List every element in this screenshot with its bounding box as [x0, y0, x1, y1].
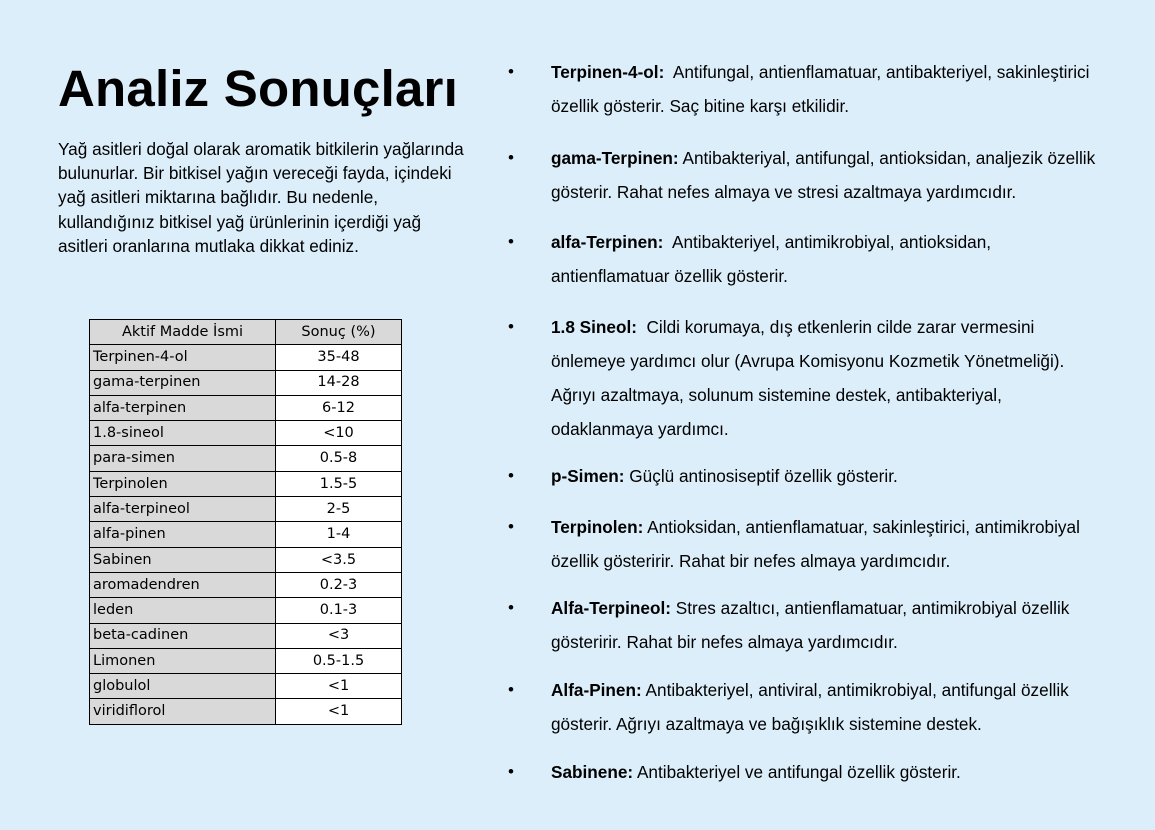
- bullet-icon: •: [508, 466, 514, 485]
- substance-name-cell: gama-terpinen: [90, 370, 276, 395]
- substance-name-cell: aromadendren: [90, 572, 276, 597]
- effect-description: Antibakteriyel, antimikrobiyal, antioksidan, antienflamatuar özellik gösterir.: [551, 232, 996, 286]
- left-column: [58, 58, 478, 258]
- result-value-cell: 0.5-8: [276, 446, 402, 471]
- result-value-cell: 1-4: [276, 522, 402, 547]
- effect-description: Antibakteriyal, antifungal, antioksidan, analjezik özellik gösterir. Rahat nefes almaya ve stresi azaltmaya yardımcıdır.: [551, 148, 1100, 202]
- bullet-icon: •: [508, 762, 514, 781]
- substance-name-cell: Sabinen: [90, 547, 276, 572]
- effect-list-item: [508, 225, 1108, 293]
- bullet-icon: •: [508, 598, 514, 617]
- substance-name-cell: leden: [90, 598, 276, 623]
- effect-description: Antioksidan, antienflamatuar, sakinleştirici, antimikrobiyal özellik gösteririr. Rahat bir nefes almaya yardımcıdır.: [551, 517, 1085, 571]
- table-row: [90, 674, 402, 699]
- substance-name-cell: 1.8-sineol: [90, 421, 276, 446]
- result-value-cell: <1: [276, 674, 402, 699]
- effect-term: p-Simen:: [551, 466, 625, 486]
- effect-list-item: [508, 310, 1108, 446]
- result-value-cell: 2-5: [276, 497, 402, 522]
- table-row: [90, 446, 402, 471]
- result-value-cell: 1.5-5: [276, 471, 402, 496]
- analysis-results-table: [89, 319, 402, 725]
- substance-name-cell: globulol: [90, 674, 276, 699]
- table-row: [90, 497, 402, 522]
- bullet-icon: •: [508, 680, 514, 699]
- table-row: [90, 572, 402, 597]
- substance-name-cell: Terpinolen: [90, 471, 276, 496]
- bullet-icon: •: [508, 148, 514, 167]
- substance-name-cell: alfa-terpineol: [90, 497, 276, 522]
- effect-term: Terpinen-4-ol:: [551, 62, 665, 82]
- result-value-cell: 0.1-3: [276, 598, 402, 623]
- effect-term: Terpinolen:: [551, 517, 644, 537]
- substance-name-cell: alfa-pinen: [90, 522, 276, 547]
- effect-list-item: [508, 510, 1108, 578]
- result-value-cell: <3: [276, 623, 402, 648]
- result-value-cell: 35-48: [276, 345, 402, 370]
- bullet-icon: •: [508, 232, 514, 251]
- effect-term: Alfa-Terpineol:: [551, 598, 671, 618]
- substance-name-cell: alfa-terpinen: [90, 395, 276, 420]
- effect-list-item: [508, 141, 1108, 209]
- page-title: Analiz Sonuçları: [58, 60, 458, 117]
- effect-term: 1.8 Sineol:: [551, 317, 637, 337]
- effect-description: Güçlü antinosiseptif özellik gösterir.: [624, 466, 898, 486]
- result-value-cell: 0.5-1.5: [276, 648, 402, 673]
- effect-description: Stres azaltıcı, antienflamatuar, antimikrobiyal özellik gösteririr. Rahat bir nefes almaya yardımcıdır.: [551, 598, 1075, 652]
- effect-description: Cildi korumaya, dış etkenlerin cilde zarar vermesini önlemeye yardımcı olur (Avrupa Komisyonu Kozmetik Yönetmeliği). Ağrıyı azaltmaya, solunum sistemine destek, antibakteriyal, odaklanmaya yardımcı.: [551, 317, 1069, 439]
- table-row: [90, 395, 402, 420]
- effect-term: Sabinene:: [551, 762, 634, 782]
- effect-list-item: [508, 591, 1108, 659]
- table-row: [90, 623, 402, 648]
- effect-list-item: [508, 755, 1108, 789]
- table-row: [90, 699, 402, 724]
- result-value-cell: 14-28: [276, 370, 402, 395]
- effect-term: alfa-Terpinen:: [551, 232, 664, 252]
- effect-description: Antibakteriyel, antiviral, antimikrobiyal, antifungal özellik gösterir. Ağrıyı azaltmaya ve bağışıklık sistemine destek.: [551, 680, 1074, 734]
- result-value-cell: <10: [276, 421, 402, 446]
- table-body: [90, 345, 402, 724]
- effect-term: gama-Terpinen:: [551, 148, 679, 168]
- bullet-icon: •: [508, 317, 514, 336]
- effect-list-item: [508, 459, 1108, 493]
- result-value-cell: 0.2-3: [276, 572, 402, 597]
- substance-name-cell: Terpinen-4-ol: [90, 345, 276, 370]
- substance-name-cell: viridiflorol: [90, 699, 276, 724]
- table-row: [90, 421, 402, 446]
- bullet-icon: •: [508, 517, 514, 536]
- substance-name-cell: para-simen: [90, 446, 276, 471]
- effect-term: Alfa-Pinen:: [551, 680, 642, 700]
- effect-description: Antibakteriyel ve antifungal özellik gösterir.: [633, 762, 961, 782]
- table-row: [90, 547, 402, 572]
- table-row: [90, 648, 402, 673]
- table-header-row: [90, 320, 402, 345]
- effect-list-item: [508, 673, 1108, 741]
- effect-description: Antifungal, antienflamatuar, antibakteriyel, sakinleştirici özellik gösterir. Saç bitine karşı etkilidir.: [551, 62, 1095, 116]
- table-row: [90, 522, 402, 547]
- column-header-result: Sonuç (%): [276, 320, 402, 345]
- effect-list-item: [508, 55, 1108, 123]
- substance-name-cell: beta-cadinen: [90, 623, 276, 648]
- result-value-cell: 6-12: [276, 395, 402, 420]
- intro-paragraph: Yağ asitleri doğal olarak aromatik bitkilerin yağlarında bulunurlar. Bir bitkisel yağın vereceği fayda, içindeki yağ asitleri miktarına bağlıdır. Bu nedenle, kullandığınız bitkisel yağ ürünlerinin içerdiği yağ asitleri oranlarına mutlaka dikkat ediniz.: [58, 139, 464, 256]
- column-header-substance: Aktif Madde İsmi: [90, 320, 276, 345]
- bullet-icon: •: [508, 62, 514, 81]
- result-value-cell: <3.5: [276, 547, 402, 572]
- table-row: [90, 345, 402, 370]
- table-row: [90, 370, 402, 395]
- table-row: [90, 471, 402, 496]
- substance-name-cell: Limonen: [90, 648, 276, 673]
- table-row: [90, 598, 402, 623]
- result-value-cell: <1: [276, 699, 402, 724]
- effects-list: [508, 55, 1108, 789]
